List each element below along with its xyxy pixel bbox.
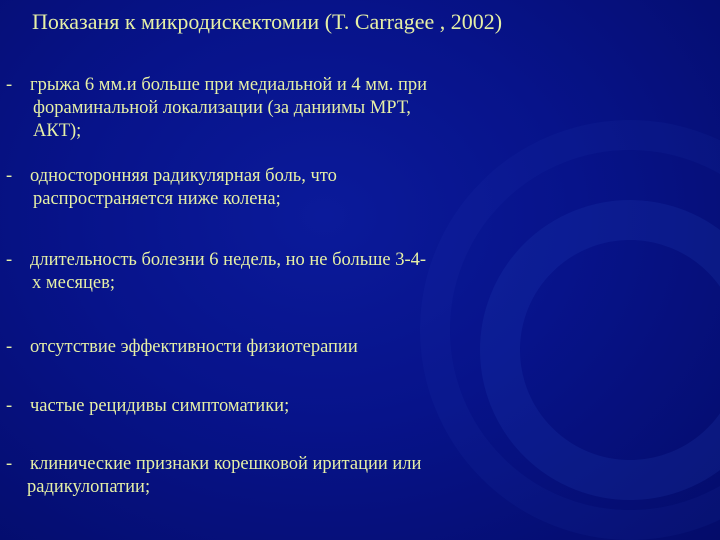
list-item [6,74,427,143]
list-item [6,395,289,418]
list-item-text: распространяется ниже колена; [33,189,281,209]
list-item [6,453,421,499]
list-item-text: АКТ); [33,121,82,141]
bullet-dash: - [6,337,13,357]
list-item-text: радикулопатии; [27,477,151,497]
list-item-text: частые рецидивы симптоматики; [30,396,290,416]
list-item-text: отсутствие эффективности физиотерапии [30,337,358,357]
list-item-text: длительность болезни 6 недель, но не больше 3-4- [30,250,427,270]
bullet-dash: - [6,166,13,186]
bullet-dash: - [6,396,13,416]
list-item-text: фораминальной локализации (за даниимы МРТ, [33,98,411,118]
list-item-text: грыжа 6 мм.и больше при медиальной и 4 мм. при [30,75,427,95]
list-item-text: х месяцев; [32,273,115,293]
list-item-text: односторонняя радикулярная боль, что [30,166,337,186]
bullet-dash: - [6,75,13,95]
list-item [6,249,426,295]
bullet-dash: - [6,454,13,474]
list-item [6,336,358,359]
slide-title: Показаня к микродискектомии (T. Carragee , 2002) [32,9,503,34]
list-item-text: клинические признаки корешковой иритации или [30,454,422,474]
bullet-dash: - [6,250,13,270]
list-item [6,165,337,211]
